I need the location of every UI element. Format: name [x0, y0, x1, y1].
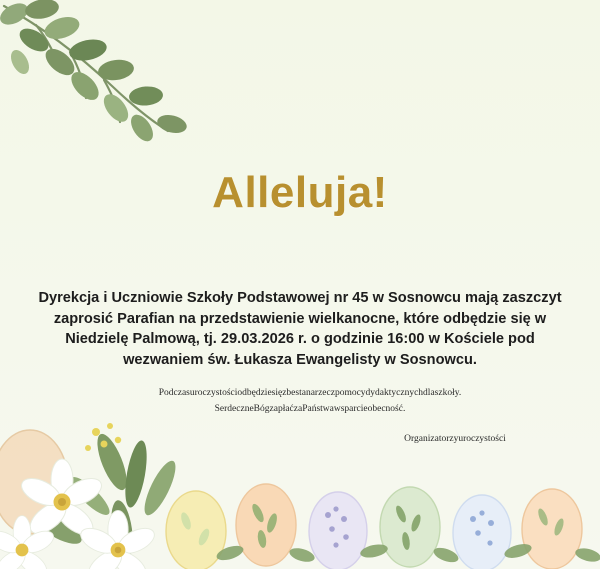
page-title: Alleluja!: [212, 168, 388, 217]
fineprint-line-2: SerdeczneBógzapłaćzaPaństwawsparcieobecność.: [214, 403, 406, 414]
branch-top-left-decoration: [0, 0, 250, 155]
signature-text: Organizatorzyuroczystości: [404, 434, 506, 444]
eggs-bottom-decoration: [160, 459, 600, 569]
invitation-text: Dyrekcja i Uczniowie Szkoły Podstawowej nr 45 w Sosnowcu mają zaszczyt zaprosić Parafian na przedstawienie wielkanocne, które odbędzie się w Niedzielę Palmową, tj. 29.03.2026 r. o godzinie 16:00 w Kościele pod wezwaniem św. Łukasza Ewangelisty w Sosnowcu.: [38, 290, 562, 369]
fineprint-line-1: Podczasuroczystościodbędziesięzbestanarzeczpomocydydaktycznychdlaszkoły.: [158, 388, 462, 398]
fineprint-block: [120, 386, 500, 417]
